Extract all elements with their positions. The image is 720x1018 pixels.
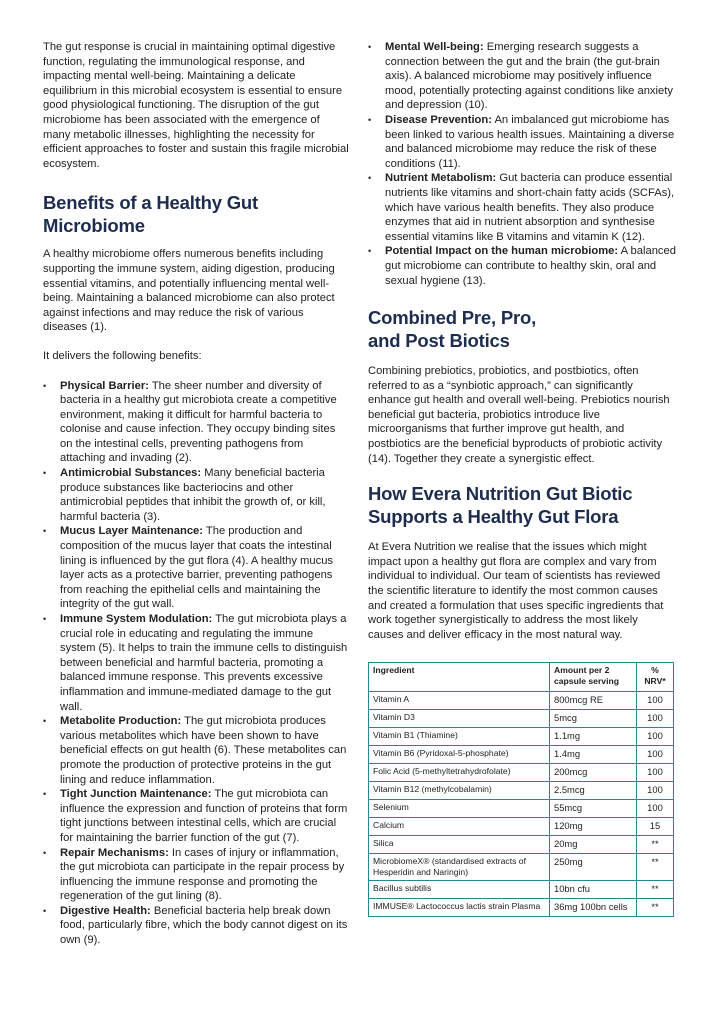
left-column [43, 40, 349, 948]
bullet-title: Nutrient Metabolism: [385, 172, 497, 185]
cell-amount: 10bn cfu [550, 881, 637, 899]
bullet-title: Metabolite Production: [60, 715, 182, 728]
table-row [369, 800, 674, 818]
cell-nrv: ** [637, 899, 674, 917]
cell-amount: 250mg [550, 854, 637, 881]
list-item [368, 40, 676, 113]
list-item [368, 113, 676, 171]
cell-amount: 36mg 100bn cells [550, 899, 637, 917]
ingredient-table [368, 662, 674, 917]
table-row [369, 728, 674, 746]
cell-ingredient: Silica [369, 836, 550, 854]
combined-heading [368, 306, 676, 352]
cell-nrv: 100 [637, 692, 674, 710]
bullet-text: The gut microbiota can influence the expression and function of proteins that form tight junctions between intestinal cells, which are crucial for maintaining the barrier function of the gut (7). [60, 788, 348, 844]
table-row [369, 899, 674, 917]
table-row [369, 836, 674, 854]
cell-ingredient: Selenium [369, 800, 550, 818]
cell-nrv: 100 [637, 800, 674, 818]
cell-amount: 1.4mg [550, 746, 637, 764]
header-ingredient: Ingredient [369, 663, 550, 692]
header-amount: Amount per 2 capsule serving [550, 663, 637, 692]
bullet-title: Disease Prevention: [385, 113, 492, 126]
list-item [43, 379, 349, 467]
bullet-text: A balanced gut microbiome can contribute to healthy skin, oral and sexual hygiene (13). [385, 245, 676, 287]
list-item [43, 846, 349, 904]
bullet-text: Beneficial bacteria help break down food, particularly fibre, which the body cannot digest on its own (9). [60, 904, 348, 947]
cell-amount: 800mcg RE [550, 692, 637, 710]
delivers-text: It delivers the following benefits: [43, 349, 202, 362]
list-item [368, 171, 676, 244]
header-nrv: % NRV* [637, 663, 674, 692]
bullet-title: Antimicrobial Substances: [60, 467, 202, 480]
bullet-text: Gut bacteria can produce essential nutrients like vitamins and short-chain fatty acids (SCFAs), which have various health benefits. They also produce enzymes that aid in nutrient absorption and synthesise essential vitamins like B vitamins and vitamin K (12). [385, 172, 675, 243]
benefits-list [43, 379, 349, 948]
cell-nrv: ** [637, 854, 674, 881]
list-item [43, 612, 349, 714]
cell-amount: 5mcg [550, 710, 637, 728]
cell-nrv: 100 [637, 728, 674, 746]
bullet-text: Emerging research suggests a connection between the gut and the brain (the gut-brain axis). A balanced microbiome may positively influence mood, potentially protecting against conditions like anxiety and depression (10). [385, 41, 673, 112]
evera-paragraph: At Evera Nutrition we realise that the issues which might impact upon a healthy gut flora are complex and vary from individual to individual. Our team of scientists has reviewed the scientific literature to identify the most common causes and created a formulation that uses specific ingredients that work together synergistically to address the most likely causes and deliver efficacy in the most natural way. [368, 541, 664, 641]
list-item [43, 714, 349, 787]
benefits-heading: Benefits of a Healthy Gut Microbiome [43, 192, 258, 237]
table-header-row [369, 663, 674, 692]
evera-heading: How Evera Nutrition Gut Biotic Supports a Healthy Gut Flora [368, 483, 633, 528]
table-row [369, 782, 674, 800]
bullet-title: Mucus Layer Maintenance: [60, 525, 203, 538]
cell-amount: 20mg [550, 836, 637, 854]
cell-amount: 1.1mg [550, 728, 637, 746]
cell-amount: 120mg [550, 818, 637, 836]
bullet-text: Many beneficial bacteria produce substances like bacteriocins and other antimicrobial peptides that inhibit the growth of, or kill, harmful bacteria (3). [60, 467, 326, 523]
cell-nrv: ** [637, 836, 674, 854]
cell-amount: 55mcg [550, 800, 637, 818]
cell-ingredient: Vitamin A [369, 692, 550, 710]
cell-amount: 2.5mcg [550, 782, 637, 800]
cell-ingredient: IMMUSE® Lactococcus lactis strain Plasma [369, 899, 550, 917]
table-row [369, 881, 674, 899]
cell-ingredient: Folic Acid (5-methyltetrahydrofolate) [369, 764, 550, 782]
cell-ingredient: Vitamin B12 (methylcobalamin) [369, 782, 550, 800]
cell-ingredient: Vitamin D3 [369, 710, 550, 728]
cell-ingredient: Bacillus subtilis [369, 881, 550, 899]
bullet-title: Repair Mechanisms: [60, 846, 169, 859]
list-item [43, 524, 349, 612]
table-row [369, 818, 674, 836]
table-row [369, 854, 674, 881]
combined-heading-line1: Combined Pre, Pro, [368, 307, 537, 329]
benefits-list-continued [368, 40, 676, 288]
bullet-title: Immune System Modulation: [60, 613, 213, 625]
table-row [369, 746, 674, 764]
cell-nrv: ** [637, 881, 674, 899]
bullet-title: Digestive Health: [60, 904, 151, 917]
cell-nrv: 100 [637, 764, 674, 782]
cell-amount: 200mcg [550, 764, 637, 782]
cell-ingredient: Calcium [369, 818, 550, 836]
list-item [43, 787, 349, 845]
right-column [368, 40, 676, 917]
cell-nrv: 15 [637, 818, 674, 836]
bullet-text: The production and composition of the mucus layer that coats the intestinal lining is influenced by the gut flora (4). A healthy mucus layer acts as a protective barrier, preventing pathogens from reaching the epithelial cells and maintaining the integrity of the gut wall. [60, 525, 334, 611]
combined-paragraph: Combining prebiotics, probiotics, and postbiotics, often referred to as a “synbiotic approach,” can significantly enhance gut health and overall well-being. Prebiotics nourish beneficial gut bacteria, probiotics introduce live microorganisms that further improve gut health, and postbiotics are the beneficial byproducts of probiotic activity (14). Together they create a synergistic effect. [368, 365, 670, 465]
cell-ingredient: MicrobiomeX® (standardised extracts of Hesperidin and Naringin) [369, 854, 550, 881]
list-item [43, 466, 349, 524]
cell-nrv: 100 [637, 746, 674, 764]
table-row [369, 710, 674, 728]
combined-heading-line2: and Post Biotics [368, 330, 510, 352]
bullet-title: Tight Junction Maintenance: [60, 788, 212, 801]
list-item [43, 904, 349, 948]
cell-nrv: 100 [637, 710, 674, 728]
bullet-text: An imbalanced gut microbiome has been linked to various health issues. Maintaining a diverse and balanced microbiome may reduce the risk of these conditions (11). [385, 113, 675, 170]
bullet-title: Potential Impact on the human microbiome: [385, 245, 619, 258]
bullet-title: Mental Well-being: [385, 41, 484, 53]
bullet-text: In cases of injury or inflammation, the gut microbiota can participate in the repair process by influencing the immune response and promoting the regeneration of the gut lining (8). [60, 846, 345, 903]
bullet-title: Physical Barrier: [60, 379, 149, 392]
benefits-intro-paragraph: A healthy microbiome offers numerous benefits including supporting the immune system, aiding digestion, producing essential vitamins, and potentially influencing mental well-being. Maintaining a balanced microbiome can also protect against infections and may reduce the risk of various diseases (1). [43, 248, 335, 334]
cell-nrv: 100 [637, 782, 674, 800]
bullet-text: The gut microbiota plays a crucial role in educating and regulating the immune system (5). It helps to train the immune cells to distinguish between beneficial and harmful bacteria, promoting a balanced immune response. This prevents excessive inflammation and immune-mediated damage to the gut wall. [60, 613, 348, 713]
bullet-text: The sheer number and diversity of bacteria in a healthy gut microbiota create a competitive environment, making it difficult for harmful bacteria to colonise and cause infection. They occupy binding sites on the intestinal cells, preventing pathogens from attaching and invading (2). [60, 379, 337, 465]
table-row [369, 692, 674, 710]
list-item [368, 244, 676, 288]
table-row [369, 764, 674, 782]
cell-ingredient: Vitamin B1 (Thiamine) [369, 728, 550, 746]
bullet-text: The gut microbiota produces various metabolites which have been shown to have beneficial effects on gut health (6). These metabolites can promote the production of protective proteins in the gut lining and reduce inflammation. [60, 715, 347, 786]
intro-paragraph: The gut response is crucial in maintaining optimal digestive function, regulating the immunological response, and impacting mental well-being. Maintaining a delicate equilibrium in this microbial ecosystem is essential to ensure good physiological functioning. The disruption of the gut microbiome has been associated with the emergence of many metabolic illnesses, highlighting the necessity for efficient approaches to foster and sustain this fragile microbial ecosystem. [43, 41, 349, 170]
cell-ingredient: Vitamin B6 (Pyridoxal-5-phosphate) [369, 746, 550, 764]
